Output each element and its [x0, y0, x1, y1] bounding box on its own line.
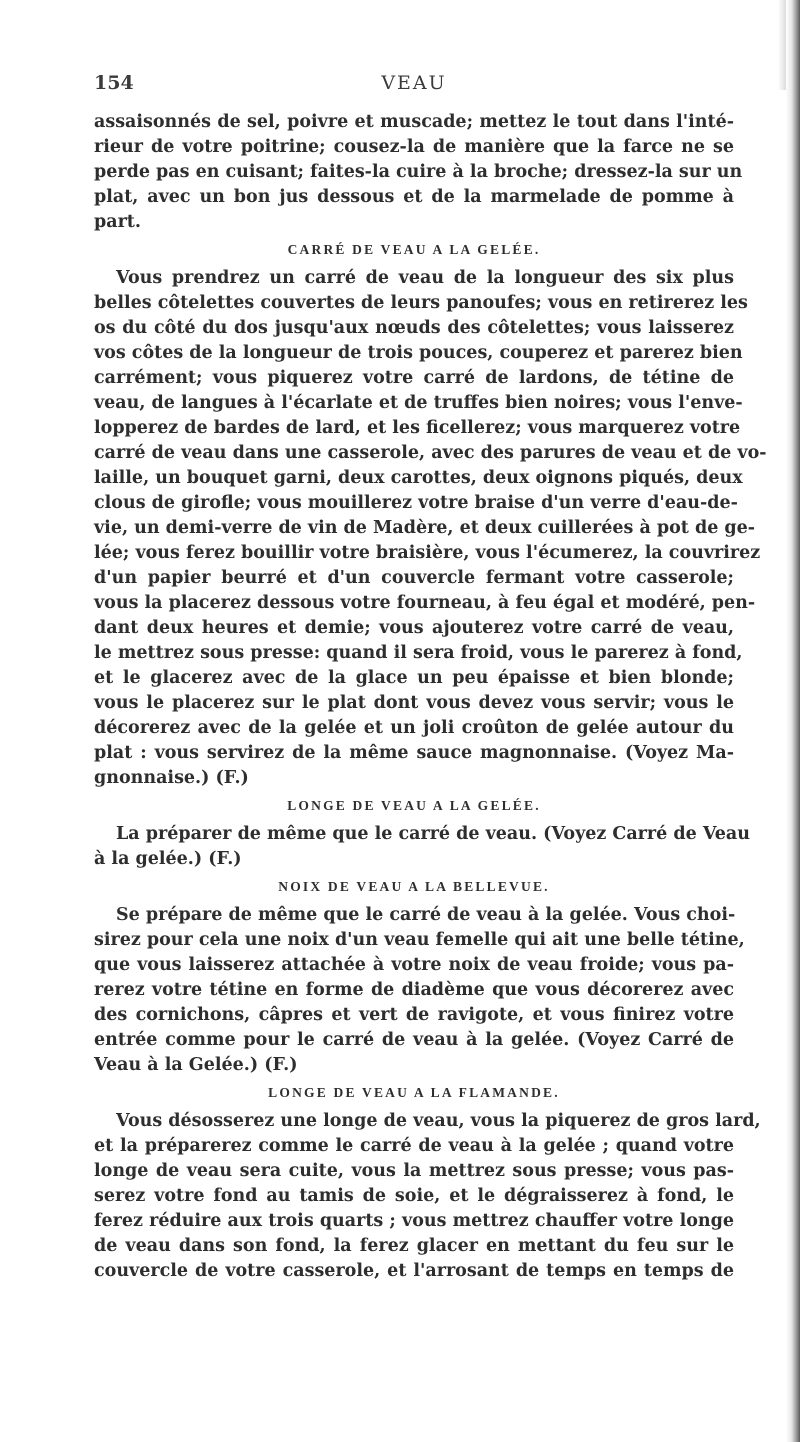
- text-line: dant deux heures et demie; vous ajouterez votre carré de veau,: [94, 618, 734, 638]
- text-line: et le glacerez avec de la glace un peu épaisse et bien blonde;: [94, 668, 734, 688]
- page-edge-shadow: [786, 0, 800, 1442]
- running-title: VEAU: [381, 72, 447, 94]
- text-line: assaisonnés de sel, poivre et muscade; mettez le tout dans l'inté-: [94, 112, 734, 132]
- text-line: longe de veau sera cuite, vous la mettrez sous presse; vous pas-: [94, 1161, 734, 1181]
- text-line: d'un papier beurré et d'un couvercle fermant votre casserole;: [94, 568, 734, 588]
- text-line: veau, de langues à l'écarlate et de truffes bien noires; vous l'enve-: [94, 393, 743, 413]
- text-line: os du côté du dos jusqu'aux nœuds des côtelettes; vous laisserez: [94, 318, 734, 338]
- text-line: belles côtelettes couvertes de leurs panoufes; vous en retirerez les: [94, 293, 748, 313]
- text-line: Veau à la Gelée.) (F.): [94, 1055, 298, 1075]
- text-line: rieur de votre poitrine; cousez-la de manière que la farce ne se: [94, 137, 734, 157]
- section-heading: CARRÉ DE VEAU A LA GELÉE.: [287, 242, 541, 257]
- text-line: serez votre fond au tamis de soie, et le dégraisserez à fond, le: [94, 1186, 734, 1206]
- text-line: couvercle de votre casserole, et l'arrosant de temps en temps de: [94, 1261, 734, 1281]
- text-line: laille, un bouquet garni, deux carottes, deux oignons piqués, deux: [94, 468, 743, 488]
- text-line: à la gelée.) (F.): [94, 849, 242, 869]
- body-text: [94, 110, 767, 1284]
- text-line: ferez réduire aux trois quarts ; vous mettrez chauffer votre longe: [94, 1211, 734, 1231]
- text-line: Vous désosserez une longe de veau, vous la piquerez de gros lard,: [116, 1111, 761, 1131]
- text-line: vie, un demi-verre de vin de Madère, et deux cuillerées à pot de ge-: [94, 518, 756, 538]
- text-line: perde pas en cuisant; faites-la cuire à la broche; dressez-la sur un: [94, 162, 743, 182]
- text-line: part.: [94, 212, 141, 232]
- running-head: [94, 72, 734, 102]
- text-line: plat : vous servirez de la même sauce magnonnaise. (Voyez Ma-: [94, 743, 734, 763]
- section-heading: NOIX DE VEAU A LA BELLEVUE.: [278, 879, 550, 894]
- text-line: que vous laisserez attachée à votre noix de veau froide; vous pa-: [94, 955, 734, 975]
- text-line: vos côtes de la longueur de trois pouces, couperez et parerez bien: [94, 343, 743, 363]
- text-line: gnonnaise.) (F.): [94, 768, 249, 788]
- page-number: 154: [94, 72, 134, 94]
- text-line: sirez pour cela une noix d'un veau femelle qui ait une belle tétine,: [94, 930, 745, 950]
- text-line: clous de girofle; vous mouillerez votre braise d'un verre d'eau-de-: [94, 493, 738, 513]
- section-heading: LONGE DE VEAU A LA FLAMANDE.: [268, 1085, 560, 1100]
- text-line: décorerez avec de la gelée et un joli croûton de gelée autour du: [94, 718, 734, 738]
- text-line: Vous prendrez un carré de veau de la longueur des six plus: [116, 268, 734, 288]
- text-line: et la préparerez comme le carré de veau à la gelée ; quand votre: [94, 1136, 734, 1156]
- text-line: Se prépare de même que le carré de veau à la gelée. Vous choi-: [116, 905, 736, 925]
- text-line: des cornichons, câpres et vert de ravigote, et vous finirez votre: [94, 1005, 734, 1025]
- text-line: le mettrez sous presse: quand il sera froid, vous le parerez à fond,: [94, 643, 743, 663]
- text-line: carrément; vous piquerez votre carré de lardons, de tétine de: [94, 368, 734, 388]
- section-heading: LONGE DE VEAU A LA GELÉE.: [287, 798, 541, 813]
- text-line: plat, avec un bon jus dessous et de la marmelade de pomme à: [94, 187, 734, 207]
- text-line: lée; vous ferez bouillir votre braisière, vous l'écumerez, la couvrirez: [94, 543, 761, 563]
- text-line: entrée comme pour le carré de veau à la gelée. (Voyez Carré de: [94, 1030, 734, 1050]
- text-line: carré de veau dans une casserole, avec des parures de veau et de vo-: [94, 443, 767, 463]
- text-line: de veau dans son fond, la ferez glacer en mettant du feu sur le: [94, 1236, 734, 1256]
- text-line: vous la placerez dessous votre fourneau, à feu égal et modéré, pen-: [94, 593, 756, 613]
- text-line: La préparer de même que le carré de veau. (Voyez Carré de Veau: [116, 824, 750, 844]
- text-line: rerez votre tétine en forme de diadème que vous décorerez avec: [94, 980, 734, 1000]
- text-line: vous le placerez sur le plat dont vous devez vous servir; vous le: [94, 693, 734, 713]
- text-line: lopperez de bardes de lard, et les ficellerez; vous marquerez votre: [94, 418, 741, 438]
